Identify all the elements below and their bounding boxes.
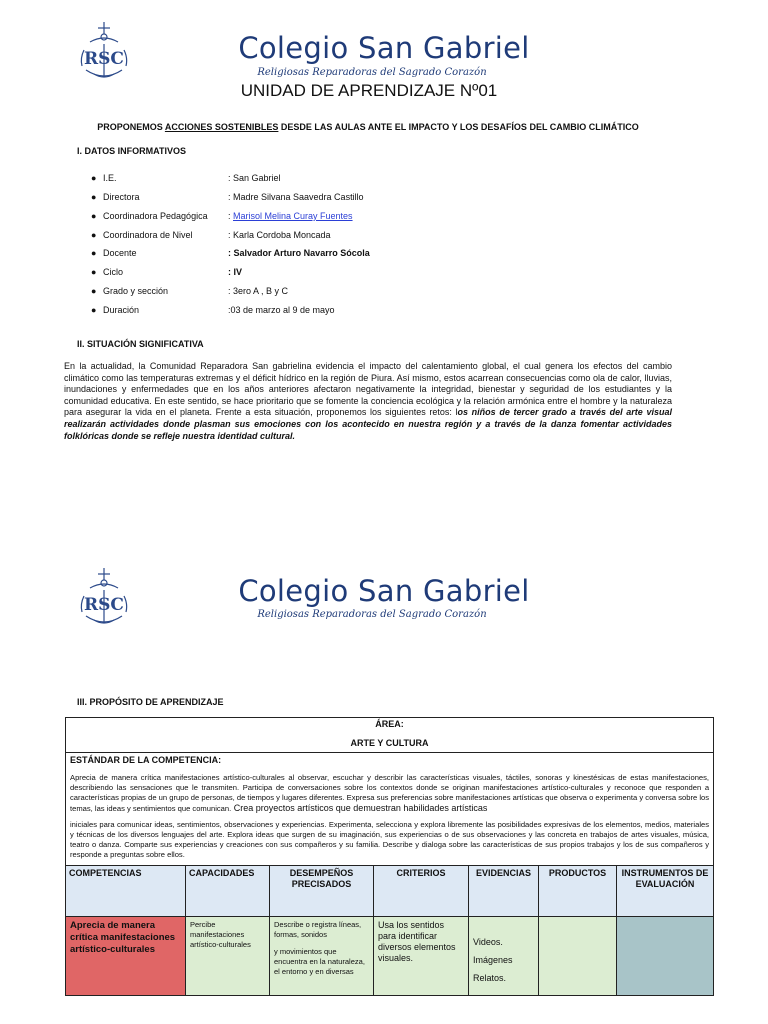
info-label: Duración <box>103 305 140 315</box>
bullet-dot-icon: ● <box>91 173 97 183</box>
standard-cell <box>66 753 714 866</box>
column-header: CRITERIOS <box>374 866 469 917</box>
desempeno-text: y movimientos que encuentra en la naturaleza, el entorno y en diversas <box>274 947 365 976</box>
area-cell <box>66 718 714 753</box>
column-header: INSTRUMENTOS DE EVALUACIÓN <box>617 866 714 917</box>
bullet-dot-icon: ● <box>91 267 97 277</box>
standard-title: ESTÁNDAR DE LA COMPETENCIA: <box>70 755 222 765</box>
coordinator-link[interactable]: Marisol Melina Curay Fuentes <box>233 211 353 221</box>
school-subtitle: Religiosas Reparadoras del Sagrado Corazón <box>257 67 487 78</box>
situation-challenge: os niños de tercer grado a través del arte visual realizarán actividades donde plasman sus emociones con los acontecido en nuestra región y a través de la danza fomentar actividades folklóricas donde se refleje nuestra identidad cultural. <box>64 407 672 441</box>
competencia-cell: Aprecia de manera crítica manifestaciones artístico-culturales <box>66 917 186 996</box>
headline <box>0 122 736 132</box>
unit-title: UNIDAD DE APRENDIZAJE Nº01 <box>240 81 498 100</box>
capacidad-cell: Percibe manifestaciones artístico-culturales <box>186 917 270 996</box>
desempeno-cell <box>270 917 374 996</box>
section-2-title: II. SITUACIÓN SIGNIFICATIVA <box>77 339 204 349</box>
info-value: :03 de marzo al 9 de mayo <box>228 305 335 315</box>
info-label: Coordinadora Pedagógica <box>103 211 208 221</box>
headline-underlined: ACCIONES SOSTENIBLES <box>164 122 279 132</box>
info-value-prefix: : <box>228 211 234 221</box>
evidencias-cell <box>469 917 539 996</box>
info-label: Grado y sección <box>103 286 169 296</box>
logo-text: RSC <box>84 595 124 615</box>
situation-text: En la actualidad, la Comunidad Reparadora San gabrielina evidencia el impacto del calentamiento global, el cual genera los efectos del cambio climático como las temperaturas extremas y el déficit hídrico en la región de Piura. Así mismo, estos acarrean consecuencias como ola de calor, lluvias, inundaciones y enfermedades que en los años anteriores afectaron negativamente la integridad, bienestar y seguridad de los estudiantes y la comunidad educativa. En este sentido, se hace prioritario que se fomente la conciencia ecológica y la relación armónica entre el hombre y la naturaleza para asegurar la vida en el planeta. Frente a esta situación, proponemos los siguientes retos: l <box>64 361 672 418</box>
school-name: Colegio San Gabriel <box>238 31 530 65</box>
info-value <box>228 211 353 221</box>
info-value: : Madre Silvana Saavedra Castillo <box>228 192 364 202</box>
info-label: Directora <box>103 192 140 202</box>
headline-suffix: DESDE LAS AULAS ANTE EL IMPACTO Y LOS DESAFÍOS DEL CAMBIO CLIMÁTICO <box>278 122 639 132</box>
info-label: Ciclo <box>103 267 124 277</box>
bullet-dot-icon: ● <box>91 305 97 315</box>
bullet-dot-icon: ● <box>91 286 97 296</box>
info-value: : Salvador Arturo Navarro Sócola <box>228 248 370 258</box>
bullet-dot-icon: ● <box>91 248 97 258</box>
info-value: : IV <box>228 267 243 277</box>
evidence-item: Imágenes <box>473 955 513 965</box>
logo-text: RSC <box>84 49 124 69</box>
column-header: PRODUCTOS <box>539 866 617 917</box>
headline-prefix: PROPONEMOS <box>97 122 165 132</box>
info-value: : San Gabriel <box>228 173 281 183</box>
area-label: ÁREA: <box>375 719 404 729</box>
situation-paragraph <box>64 361 672 442</box>
bullet-dot-icon: ● <box>91 211 97 221</box>
column-header: EVIDENCIAS <box>469 866 539 917</box>
info-label: Coordinadora de Nivel <box>103 230 193 240</box>
productos-cell <box>539 917 617 996</box>
bullet-dot-icon: ● <box>91 192 97 202</box>
column-header: DESEMPEÑOS PRECISADOS <box>270 866 374 917</box>
purpose-table <box>65 717 714 996</box>
info-label: Docente <box>103 248 137 258</box>
area-value: ARTE Y CULTURA <box>350 738 429 748</box>
section-1-title: I. DATOS INFORMATIVOS <box>77 146 187 156</box>
column-header: CAPACIDADES <box>186 866 270 917</box>
school-name: Colegio San Gabriel <box>238 574 530 608</box>
criterio-cell: Usa los sentidos para identificar diversos elementos visuales. <box>374 917 469 996</box>
info-label: I.E. <box>103 173 117 183</box>
standard-text-tail: Crea proyectos artísticos que demuestran habilidades artísticas <box>231 803 488 813</box>
column-header: COMPETENCIAS <box>66 866 186 917</box>
evidence-item: Videos. <box>473 937 503 947</box>
section-3-title: III. PROPÓSITO DE APRENDIZAJE <box>77 697 224 707</box>
standard-paragraph: iniciales para comunicar ideas, sentimientos, observaciones y experiencias. Experimenta, selecciona y explora libremente las posibilidades expresivas de los elementos, medios, materiales y técnicas de los diversos lenguajes del arte. Explora ideas que surgen de su imaginación, sus experiencias o de sus observaciones y las concreta en trabajos de artes visuales, música, teatro o danza. Comparte sus experiencias y creaciones con sus compañeros y su familia. Describe y dialoga sobre las características de sus propios trabajos y los de sus compañeros y responde a preguntas sobre ellos. <box>70 820 710 859</box>
desempeno-text: Describe o registra líneas, formas, sonidos <box>274 920 362 939</box>
evidence-item: Relatos. <box>473 973 507 983</box>
info-value: : 3ero A , B y C <box>228 286 289 296</box>
info-value: : Karla Cordoba Moncada <box>228 230 331 240</box>
instrumentos-cell <box>617 917 714 996</box>
bullet-dot-icon: ● <box>91 230 97 240</box>
school-subtitle: Religiosas Reparadoras del Sagrado Corazón <box>257 609 487 620</box>
standard-text: Aprecia de manera crítica manifestaciones artístico-culturales al observar, escuchar y describir las características visuales, táctiles, sonoras y kinestésicas de estas manifestaciones, describiendo las sensaciones que le transmiten. Participa de conversaciones sobre los contextos donde se originan manifestaciones artístico-culturales y reconoce que responden a características propias de un grupo de personas, de tiempos y lugares diferentes. Expresa sus preferencias sobre manifestaciones artísticas que observa o experimenta y conversa sobre los temas, las ideas y sentimientos que comunican. <box>70 773 710 813</box>
standard-paragraph <box>70 773 709 814</box>
